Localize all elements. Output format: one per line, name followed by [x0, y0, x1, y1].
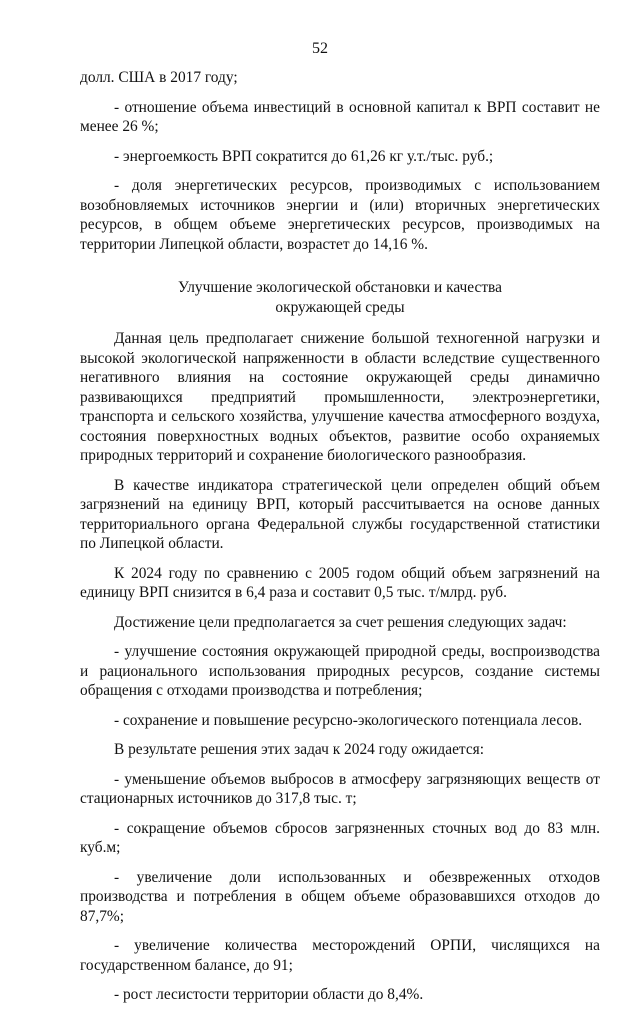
- document-body: [80, 68, 600, 1015]
- section-heading-line: Улучшение экологической обстановки и качества: [178, 279, 502, 296]
- list-item: - уменьшение объемов выбросов в атмосферу загрязняющих веществ от стационарных источников до 317,8 тыс. т;: [80, 770, 600, 807]
- list-item: - увеличение доли использованных и обезвреженных отходов производства и потребления в общем объеме образовавшихся отходов до 87,7%;: [80, 868, 600, 925]
- paragraph: Достижение цели предполагается за счет решения следующих задач:: [114, 613, 567, 631]
- list-item: - улучшение состояния окружающей природной среды, воспроизводства и рационального использования природных ресурсов, создание системы обращения с отходами производства и потребления;: [80, 643, 600, 699]
- paragraph: долл. США в 2017 году;: [80, 69, 238, 86]
- list-item: - сохранение и повышение ресурсно-экологического потенциала лесов.: [114, 711, 583, 729]
- paragraph: К 2024 году по сравнению с 2005 годом общий объем загрязнений на единицу ВРП снизится в 6,4 раза и составит 0,5 тыс. т/млрд. руб.: [80, 564, 600, 601]
- paragraph: Данная цель предполагает снижение большой техногенной нагрузки и высокой экологической напряженности в области вследствие существенного негативного влияния на состояние окружающей среды динамично развивающихся предприятий промышленности, электроэнергетики, транспорта и сельского хозяйства, улучшение качества атмосферного воздуха, состояния поверхностных водных объектов, развитие особо охраняемых природных территорий и сохранение биологического разнообразия.: [80, 330, 600, 464]
- list-item: - рост лесистости территории области до 8,4%.: [114, 986, 424, 1003]
- page-number: 52: [312, 40, 328, 57]
- section-heading-line: окружающей среды: [275, 298, 405, 316]
- list-item: - доля энергетических ресурсов, производимых с использованием возобновляемых источников энергии и (или) вторичных энергетических ресурсов, в общем объеме энергетических ресурсов, производимых на территории Липецкой области, возрастет до 14,16 %.: [80, 177, 600, 253]
- list-item: - отношение объема инвестиций в основной капитал к ВРП составит не менее 26 %;: [80, 98, 600, 135]
- section-heading: [80, 278, 600, 317]
- list-item: - энергоемкость ВРП сократится до 61,26 кг у.т./тыс. руб.;: [114, 147, 494, 165]
- paragraph: В результате решения этих задач к 2024 году ожидается:: [114, 741, 485, 758]
- paragraph: В качестве индикатора стратегической цели определен общий объем загрязнений на единицу ВРП, который рассчитывается на основе данных территориального органа Федеральной службы государственной статистики по Липецкой области.: [80, 476, 600, 552]
- list-item: - сокращение объемов сбросов загрязненных сточных вод до 83 млн. куб.м;: [80, 819, 600, 856]
- list-item: - увеличение количества месторождений ОРПИ, числящихся на государственном балансе, до 91;: [80, 937, 600, 974]
